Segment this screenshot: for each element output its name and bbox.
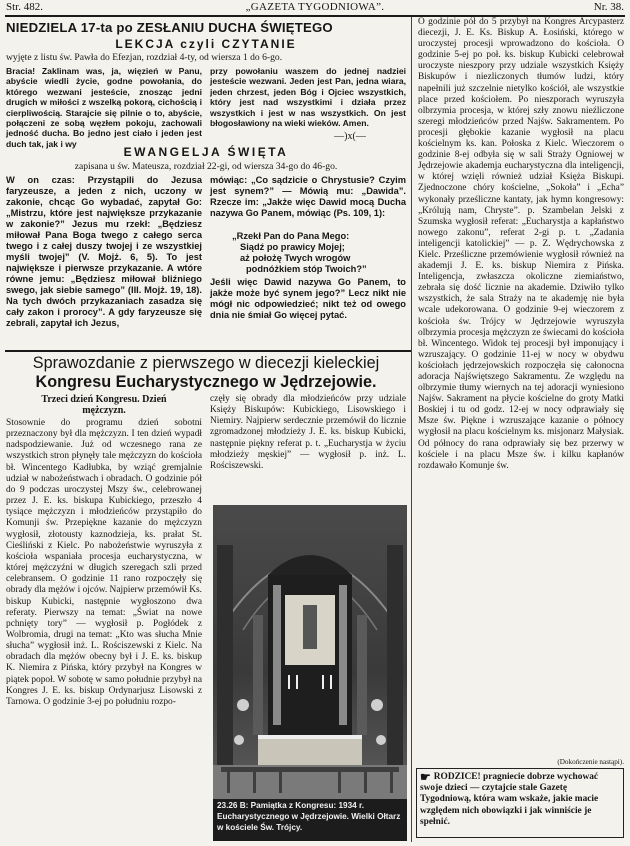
page-number: Str. 482. [6,1,43,13]
lekcja-text-col2: przy powołaniu waszem do jednej nadziei jesteście wezwani. Jeden jest Pan, jedna wiara, jeden chrzest, jeden Bóg i Ojciec wszystkich, który jest nad wszystkimi i działa przez wszystkich i jest w nas wszystkich. On jest błogosławiony na wieki wieków. Amen. [210,66,406,129]
psalm-line: „Rzekł Pan do Pana Mego: [232,231,350,241]
report-subhead-line2: mężczyzn. [82,405,126,416]
report-text-col3: O godzinie pół do 5 przybył na Kongres Arcypasterz diecezji, J. E. Ks. Biskup A. Łosiński, którego w uroczystej procesji wprowadzono do kościoła. O godzinie 5-ej po poł. ks. biskup Kubicki celebrował uroczyste nieszpory przy udziale wszystkich Księży Biskupów i niezliczonych tłumów ludzi, który napełnili już szczelnie nietylko kościół, ale wszystkie place przed kościołem. Po nieszporach wyruszyła olbrzymia procesja, w której szły znowu nieźliczone szeregi młodzieńców przed Najśw. Sakramentem. Po procesji głębokie kazanie wygłosił na placu kościelnym ks. kan. Połoska z Kielc. Wieczorem o godzinie 8-ej odbyła się w sali Straży Ogniowej w Jędrzejowie akademja eucharystyczna dla inteligencji, w której wzięli również udział Księża Biskupi. Zjednoczone chóry kościelne, „Sokoła” i „Echa” wykonały prześliczne kantaty, jak hymn kongresowy: „Królują nam, Chryste”. p. Szambelan Jelski z Szumska wygłosił referat: „Eucharystja a kapłaństwo nowego zakonu”, referat 2-gi p. t. „Zadania inteligencji katolickiej” — p. Z. Wędrychowska z Kielc. Prześliczne przemówienie wygłosił również na akademji J. E. ks. biskup Niemira z Pińska. Inteligencja, zwłaszcza okoliczne ziemiaństwo, zebrała się dość licznie na akademie. Dziwiło tylko wszystkich, że sala Straży na te akademję nie była wcale udekorowana. O godzinie 9-ej wieczorem z kościoła św. Trójcy w Jędrzejowie wyruszyła olbrzymia procesja mężczyzn ze świecami do kościoła bł. Wincentego. Widok tej procesji był imponujący i wzruszający. O godzinie 11-ej w nocy w obydwu kościołach jędrzejowskich rozpoczęła się całonocna adoracja Najświętszego Sakramentu. Ze względu na olbrzymie tłumy wiernych na tej adoracji wyniesiono Najśw. Sakrament na płycie kościelne do groty Matki Boskiej i tu od godz. 12-ej w nocy odprawiały się Msze św. Piękne i wzruszające kazanie o północy wygłosił na placu kościelnym ks. misjonarz Małysiak. Od północy do rana odprawiały się bez przerwy w kościele i na placu Msze św. i kilku kapłanów rozdawało Komunje św. [418,17,624,471]
ewangelia-text-col2b: Jeśli więc Dawid nazywa Go Panem, to jakże może być synem jego?” Lecz nikt nie mógł nic odpowiedzieć; nikt też od owego dnia nie śmiał Go więcej pytać. [210,277,406,320]
psalm-line: aż położę Twych wrogów [240,253,351,263]
psalm-line: podnóżkiem stóp Twoich?” [246,264,367,274]
ewangelia-source: zapisana u św. Mateusza, rozdział 22-gi, od wiersza 34-go do 46-go. [74,161,338,172]
altar-illustration [213,505,407,841]
newspaper-title: „GAZETA TYGODNIOWA”. [245,1,385,13]
lekcja-title: LEKCJA czyli CZYTANIE [115,37,297,51]
altar-photo [213,505,407,841]
notice-text: RODZICE! pragniecie dobrze wychować swoje dzieci — czytajcie stale Gazetę Tygodniową, która wam wskaże, jakie macie względem nich obowiązki i jak winniście je spełnić. [420,772,599,827]
issue-number: Nr. 38. [593,1,624,13]
lekcja-text-col1: Bracia! Zaklinam was, ja, więzień w Panu, abyście wiedli życie, godne powołania, do którego wezwani jesteście, znosząc jedni drugich w miłości z wszelką pokorą, cichością i cierpliwością. Starajcie się pilnie o to, abyście, połączeni ze sobą węzłem pokoju, zachowali jedność ducha. Bo jedno jest ciało i jeden jest duch tak, jak i wy [6,66,202,149]
continued-note: (Dokończenie nastąpi). [557,758,624,766]
sunday-title: NIEDZIELA 17-ta po ZESŁANIU DUCHA ŚWIĘTEGO [6,20,333,35]
lekcja-source: wyjęte z listu św. Pawła do Efezjan, rozdział 4-ty, od wiersza 1 do 6-go. [6,52,283,63]
report-text-col2: częły się obrady dla młodzieńców przy udziale Księży Biskupów: Kubickiego, Lisowskiego i Niemiry. Najpierw serdecznie przemówił do licznie zgromadzonej młodzieży J. E. ks. biskup Kubicki, następnie piękny referat p. t. „Eucharystja w życiu młodzieży męskiej” — wygłosił p. inż. L. Rościszewski. [210,394,406,471]
report-text-col1: Stosownie do programu dzień sobotni przeznaczony był dla mężczyzn. I ten dzień wypadł nadspodziewanie. Już od wczesnego rana ze wszystkich stron płynęły tale mężczyzn do kościoła bł. Wincentego Kadłubka, by wziąć gremjalnie udział w nabożeństwach i obradach. O godzinie pół do 9 podczas uroczystej Mszy św., celebrowanej przez J. E. ks. biskupa Kubickiego, przeszło 4 tysiące mężczyzn i młodzieńców przystąpiło do Komunji św. Przepiękne kazanie do mężczyzn wygłosił, złotousty kaznodzieja, ks. prałat St. Cieśliński z Kielc. Po nabożeństwie wyruszyła z kościoła wspaniała procesja eucharystyczna, w której mężczyźni w długich szeregach szli przed celebransem. O godzinie 11 rano rozpoczęły się obrady dla mężów i ojców. Najpierw przemówił Ks. biskup Kubicki, następnie wygłoszono dwa referaty. Pierwszy na temat: „Świat na nowe pchnięty tory” — wygłosił p. Pogłódek z Wolbromia, drugi na temat: „Kto was słucha Mnie słucha” wygłosił inż. L. Rościszewski z Kielc. Na obradach dla mężów obecny był i J. E. ks. biskup K. Niemira z Pińska, który przybył na Kongres w piątek popoł. W sobotę w samo południe przybył na Kongres J. E. ks. biskup Ordynarjusz Lisowski z Tarnowa. O godzinie 3-ej po południu rozpo- [6,418,202,707]
psalm-quote [232,231,402,275]
pointing-hand-icon: ☛ [420,770,431,784]
parents-notice [416,768,624,838]
photo-caption: 23.26 B: Pamiątka z Kongresu: 1934 r. Eucharystycznego w Jędrzejowie. Wielki Ołtarz w kościele Św. Trójcy. [217,801,401,832]
separator: —)x(— [334,131,366,142]
psalm-line: Siądź po prawicy Mojej; [240,242,345,252]
report-title-line2: Kongresu Eucharystycznego w Jędrzejowie. [35,373,377,391]
report-subhead-line1: Trzeci dzień Kongresu. Dzień [41,394,167,405]
ewangelia-text-col1: W on czas: Przystąpili do Jezusa faryzeusze, a jeden z nich, uczony w zakonie, chcąc Go wybadać, zapytał Go: „Mistrzu, które jest największe przykazanie w zakonie?” Jezus mu rzekł: „Będziesz miłował Pana Boga twego z całego serca twego i z całej duszy twojej i ze wszystkiej myśli twojej” (V. Mojż. 6, 5). To jest największe i pierwsze przykazanie. A wtóre równe jemu: „Będziesz miłował bliźniego swego, jak siebie samego” (III. Mojż. 19, 18). Na tych dwóch przykazaniach zasadza się cały zakon i prorocy”. A gdy faryzeusze się zebrali, zapytał ich Jezus, [6,175,202,328]
report-title-line1: Sprawozdanie z pierwszego w diecezji kieleckiej [32,354,380,372]
ewangelia-text-col2a: mówiąc: „Co sądzicie o Chrystusie? Czyim jest synem?” — Mówią mu: „Dawida”. Rzecze im: „Jakże więc Dawid mocą Ducha nazywa Go Panem, mówiąc (Ps. 109, 1): [210,175,406,218]
report-subhead [6,394,202,416]
ewangelia-title: EWANGELJA ŚWIĘTA [123,145,289,159]
column-divider [411,17,412,842]
section-rule [5,350,411,352]
